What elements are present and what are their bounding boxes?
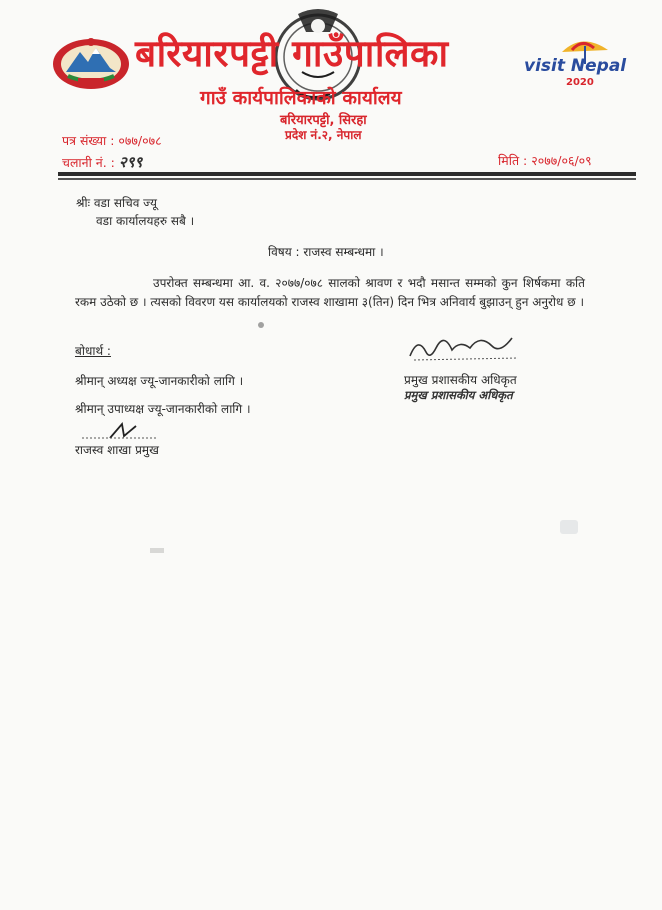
signature-icon: [400, 326, 530, 366]
recipient-line-1: श्रीः वडा सचिव ज्यू: [76, 196, 158, 210]
visit-nepal-logo: [524, 32, 629, 92]
cc-line-1: श्रीमान् अध्यक्ष ज्यू-जानकारीको लागि ।: [75, 374, 244, 388]
address-line-1: बरियारपट्टी, सिरहा: [280, 113, 367, 128]
cc-label: बोधार्थ :: [75, 344, 111, 358]
scan-speck: [560, 520, 578, 534]
office-subtitle: गाउँ कार्यपालिकाको कार्यालय: [200, 87, 402, 109]
letter-date: मिति : २०७७/०६/०९: [498, 153, 592, 168]
recipient-line-2: वडा कार्यालयहरु सबै ।: [96, 214, 195, 228]
visit-nepal-text: visit Nepal: [524, 56, 627, 76]
revenue-signature-icon: [80, 420, 160, 442]
municipality-title: बरियारपट्टी गाउँपालिका: [135, 32, 449, 75]
nepal-emblem-icon: [48, 32, 134, 92]
signatory-title: प्रमुख प्रशासकीय अधिकृत: [404, 373, 517, 387]
address-line-2: प्रदेश नं.२, नेपाल: [285, 128, 362, 142]
body-paragraph: उपरोक्त सम्बन्धमा आ. व. २०७७/०७८ सालको श्रावण र भदौ मसान्त सम्मको कुन शिर्षकमा कति रकम उठेको छ । त्यसको विवरण यस कार्यालयको राजस्व शाखामा ३(तिन) दिन भित्र अनिवार्य बुझाउन् हुन अनुरोध छ ।: [75, 276, 585, 309]
header-rule-thin: [58, 178, 636, 180]
scan-speck: [258, 322, 264, 328]
scan-speck: [150, 548, 164, 553]
chalani-label: चलानी नं. :: [62, 155, 115, 170]
header-rule: [58, 172, 636, 176]
patra-sankhya: पत्र संख्या : ०७७/०७८: [62, 133, 162, 148]
chalani-row: [62, 152, 142, 172]
revenue-head: राजस्व शाखा प्रमुख: [75, 443, 159, 457]
visit-nepal-year: 2020: [566, 77, 594, 88]
subject-line: विषय : राजस्व सम्बन्धमा ।: [268, 245, 384, 259]
signatory-stamp: प्रमुख प्रशासकीय अधिकृत: [404, 388, 513, 402]
chalani-number: २९९: [118, 153, 143, 171]
cc-line-2: श्रीमान् उपाध्यक्ष ज्यू-जानकारीको लागि ।: [75, 402, 251, 416]
